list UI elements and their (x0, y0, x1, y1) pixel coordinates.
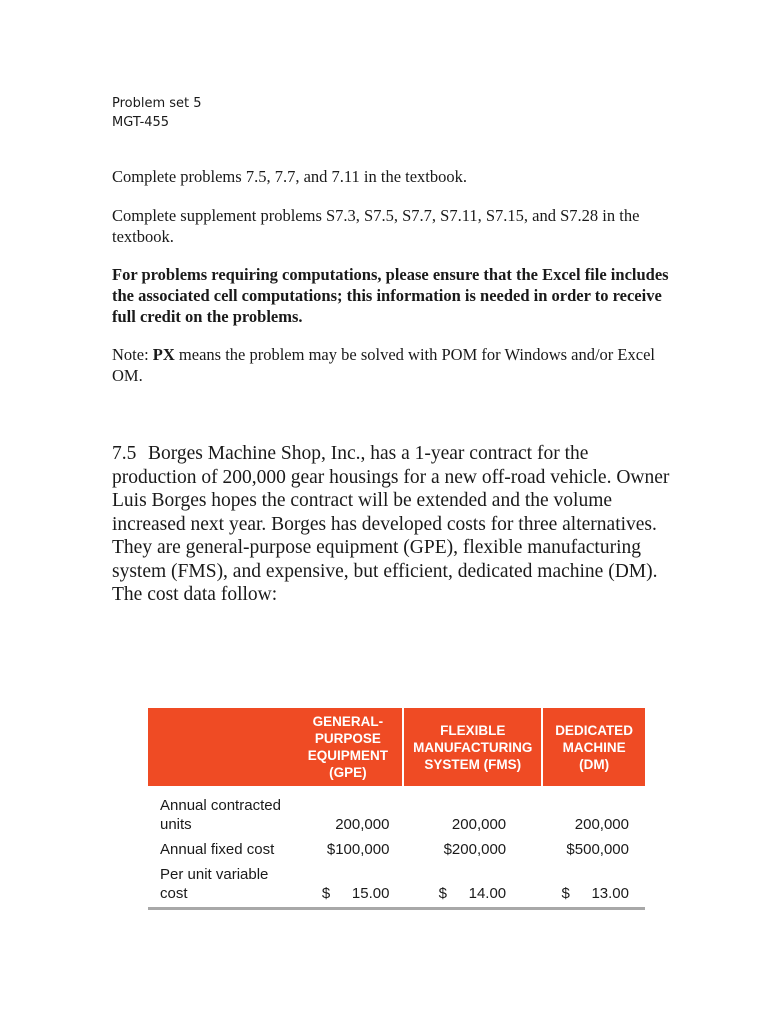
header-dm: DEDICATED MACHINE (DM) (542, 708, 645, 786)
table-row (148, 834, 645, 859)
table-row (148, 786, 645, 834)
instruction-paragraph-2: Complete supplement problems S7.3, S7.5, S7.7, S7.11, S7.15, and S7.28 in the textbook. (112, 206, 640, 246)
cell-dm-units: 200,000 (574, 816, 629, 833)
cell-gpe-units: 200,000 (335, 816, 390, 833)
cost-table (148, 708, 645, 910)
row-label-fixed-cost: Annual fixed cost (160, 841, 275, 858)
note-prefix: Note: (112, 345, 153, 364)
header-blank-cell (148, 708, 293, 786)
cell-fms-units: 200,000 (451, 816, 507, 833)
header-line-1: Problem set 5 (112, 96, 202, 111)
table-header-row (148, 708, 645, 786)
instruction-paragraph-1: Complete problems 7.5, 7.7, and 7.11 in the textbook. (112, 167, 468, 186)
table-row (148, 859, 645, 909)
cell-dm-fixed: $500,000 (566, 841, 629, 858)
problem-text: Borges Machine Shop, Inc., has a 1-year contract for the production of 200,000 gear housings for a new off-road vehicle. Owner Luis Borges hopes the contract will be extended and the volume increased next year. Borges has developed costs for three alternatives. They are general-purpose equipment (GPE), flexible manufacturing system (FMS), and expensive, but efficient, dedicated machine (DM). The cost data follow: (112, 443, 670, 605)
document-header (112, 94, 202, 132)
row-label-annual-units: Annual contracted units (160, 797, 281, 833)
cell-fms-fixed: $200,000 (443, 841, 507, 858)
cell-fms-variable: $ 14.00 (438, 885, 507, 902)
instruction-paragraph-3: For problems requiring computations, please ensure that the Excel file includes the associated cell computations; this information is needed in order to receive full credit on the problems. (112, 265, 669, 326)
cell-gpe-fixed: $100,000 (326, 841, 390, 858)
row-label-variable-cost: Per unit variable cost (160, 866, 269, 902)
note-rest: means the problem may be solved with POM for Windows and/or Excel OM. (112, 345, 655, 385)
header-line-2: MGT-455 (112, 115, 170, 130)
problem-number: 7.5 (112, 443, 137, 464)
cell-gpe-variable: $ 15.00 (321, 885, 390, 902)
header-fms: FLEXIBLE MANUFACTURING SYSTEM (FMS) (403, 708, 542, 786)
problem-7-5 (112, 442, 672, 607)
header-gpe: GENERAL- PURPOSE EQUIPMENT (GPE) (293, 708, 403, 786)
cell-dm-variable: $ 13.00 (561, 885, 629, 902)
note-px: PX (152, 345, 175, 364)
note-paragraph (112, 344, 672, 386)
